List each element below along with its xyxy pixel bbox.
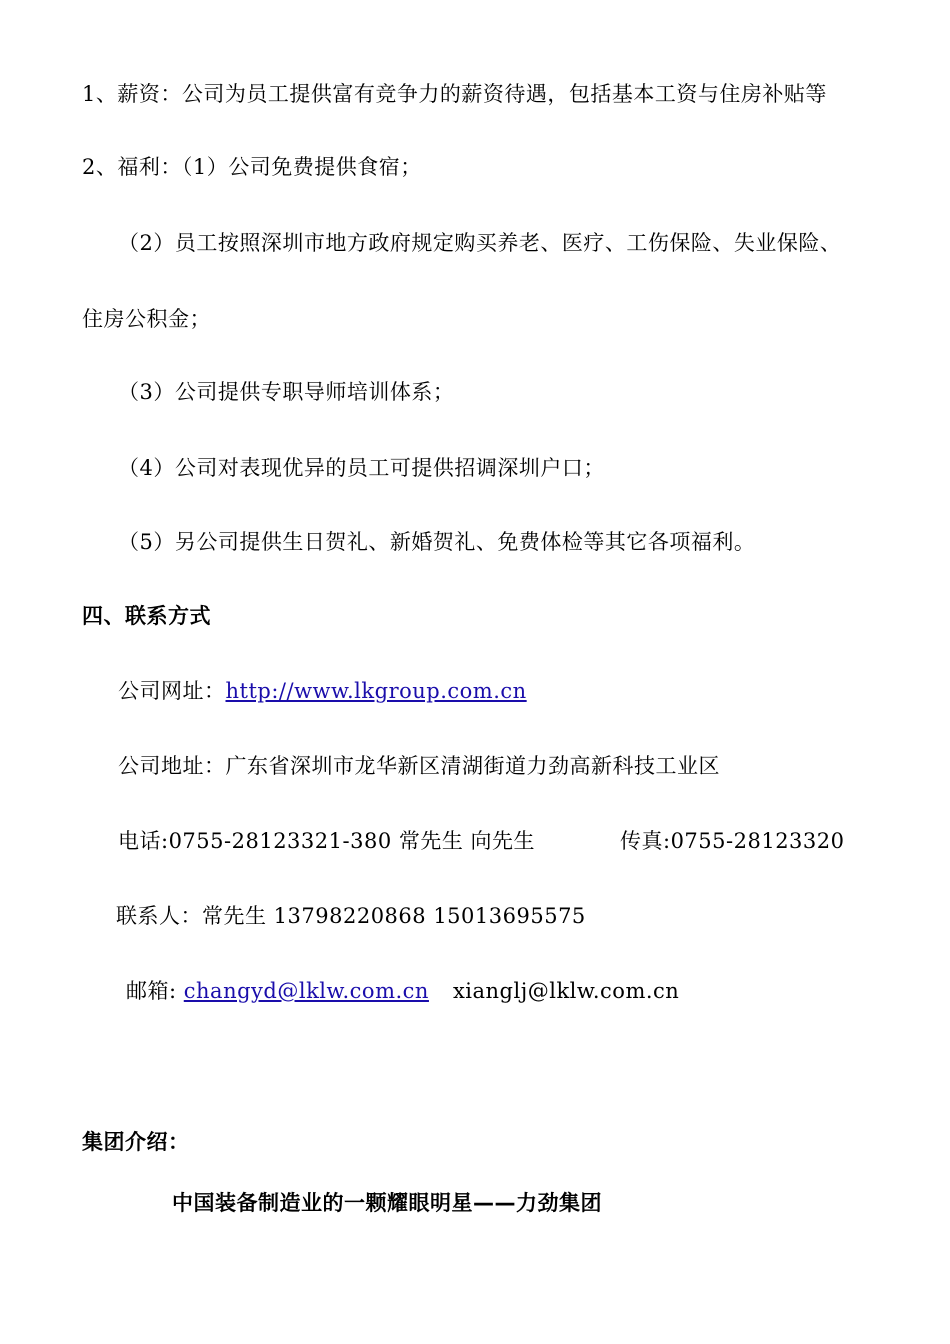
welfare-item-4: （4）公司对表现优异的员工可提供招调深圳户口； <box>118 456 605 480</box>
fax-text: 传真:0755-28123320 <box>620 829 845 853</box>
phone-text: 电话:0755-28123321-380 常先生 向先生 <box>118 829 536 853</box>
website-link[interactable]: http://www.lkgroup.com.cn <box>225 679 527 703</box>
welfare-item-2-line-2: 住房公积金； <box>82 307 211 331</box>
website-row <box>118 677 527 705</box>
email-row <box>126 977 679 1005</box>
welfare-item-3: （3）公司提供专职导师培训体系； <box>118 380 455 404</box>
group-heading: 集团介绍： <box>82 1130 190 1154</box>
contact-heading: 四、联系方式 <box>82 604 211 628</box>
email-label: 邮箱: <box>126 979 184 1003</box>
salary-text: 1、薪资：公司为员工提供富有竞争力的薪资待遇，包括基本工资与住房补贴等 <box>82 82 827 106</box>
address-text: 公司地址：广东省深圳市龙华新区清湖街道力劲高新科技工业区 <box>118 754 720 778</box>
welfare-title: 2、福利：（1）公司免费提供食宿； <box>82 155 422 179</box>
group-subtitle: 中国装备制造业的一颗耀眼明星——力劲集团 <box>172 1191 602 1215</box>
welfare-item-2-line-1: （2）员工按照深圳市地方政府规定购买养老、医疗、工伤保险、失业保险、 <box>118 231 842 255</box>
email-link-1[interactable]: changyd@lklw.com.cn <box>183 979 429 1003</box>
email-text-2: xianglj@lklw.com.cn <box>452 979 680 1003</box>
welfare-item-5: （5）另公司提供生日贺礼、新婚贺礼、免费体检等其它各项福利。 <box>118 530 756 554</box>
website-label: 公司网址： <box>118 679 226 703</box>
contact-person-text: 联系人：常先生 13798220868 15013695575 <box>116 904 586 928</box>
